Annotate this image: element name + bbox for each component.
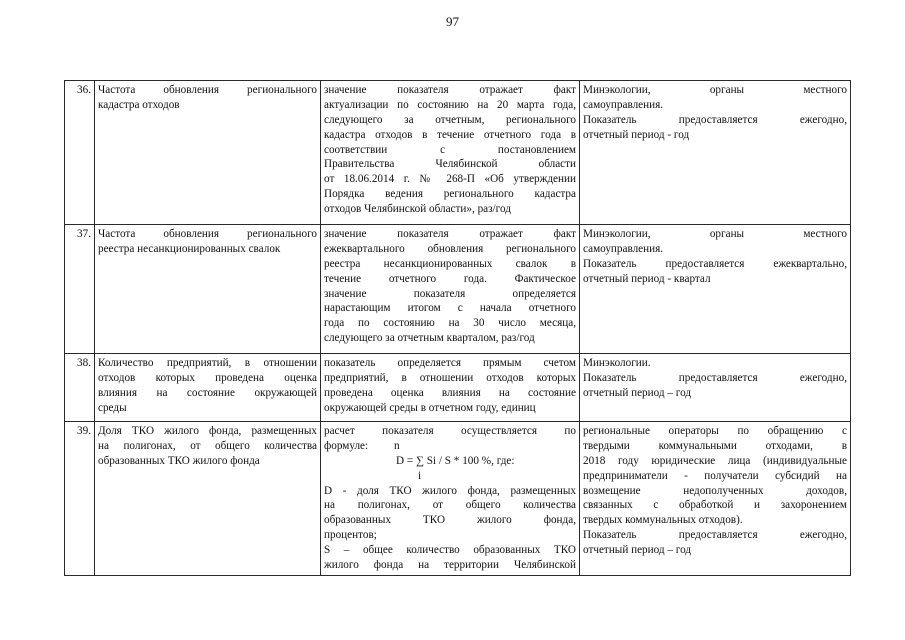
text-line: образованных ТКО жилого фонда <box>98 454 260 467</box>
text-line: ежеквартального обновления регионального <box>324 242 576 255</box>
text-line: региональные операторы по обращению с <box>583 425 847 437</box>
row-number: 36. <box>65 81 95 225</box>
text-line: Показатель предоставляется ежегодно, <box>583 529 847 542</box>
text-line: актуализации по состоянию на 20 марта года, <box>324 98 576 111</box>
text-line: самоуправления. <box>583 98 664 111</box>
text-line: возмещение недополученных доходов, <box>583 484 847 497</box>
formula: D = ∑ Si / S * 100 %, где: <box>396 454 515 467</box>
text-line: твердыми коммунальными отходами, в <box>583 439 847 452</box>
text-line: соответствии с постановлением <box>324 143 576 156</box>
text-line: следующего за отчетным кварталом, раз/год <box>324 332 535 345</box>
text-line: отчетный период – год <box>583 544 692 557</box>
indicator-name-cell <box>95 225 321 354</box>
text-line: на полигонах, от общего количества <box>98 439 317 452</box>
text-line: связанных с обработкой и захоронением <box>583 499 847 512</box>
text-line: года по состоянию на 30 число месяца, <box>324 317 576 330</box>
text-line: D - доля ТКО жилого фонда, размещенных <box>324 484 576 497</box>
text-line: 2018 году юридические лица (индивидуальные <box>583 454 847 467</box>
indicator-name-cell <box>95 422 321 576</box>
formula-label-line <box>324 439 576 454</box>
responsible-cell <box>580 354 851 422</box>
text-line: Показатель предоставляется ежегодно, <box>583 371 847 384</box>
text-line: самоуправления. <box>583 242 664 255</box>
calculation-method-cell <box>321 81 580 225</box>
text-line: образованных ТКО жилого фонда, <box>324 514 576 527</box>
text-line: твердых коммунальных отходов). <box>583 514 743 527</box>
text-line: жилого фонда на территории Челябинской <box>324 559 576 572</box>
text-line: значение показателя определяется <box>324 287 576 300</box>
text-line: Количество предприятий, в отношении <box>98 357 317 369</box>
indicator-name-cell <box>95 354 321 422</box>
text-line: отходов Челябинской области», раз/год <box>324 203 511 216</box>
calculation-method-cell <box>321 225 580 354</box>
text-line: Правительства Челябинской области <box>324 158 576 171</box>
formula-superscript: n <box>394 439 400 452</box>
text-line: течение отчетного года. Фактическое <box>324 272 576 285</box>
text-line: Минэкологии. <box>583 357 651 369</box>
text-line: отчетный период - год <box>583 128 690 141</box>
responsible-cell <box>580 81 851 225</box>
text-line: показатель определяется прямым счетом <box>324 357 576 369</box>
formula-label: формуле: <box>324 439 369 452</box>
text-line: отчетный период - квартал <box>583 272 711 285</box>
text-line: влияния на состояние окружающей <box>98 386 317 399</box>
text-line: кадастра отходов в течение отчетного года в <box>324 128 576 141</box>
text-line: отчетный период – год <box>583 386 692 399</box>
row-number: 39. <box>65 422 95 576</box>
text-line: расчет показателя осуществляется по <box>324 425 576 437</box>
calculation-method-cell <box>321 354 580 422</box>
text-line: предприятий, в отношении отходов которых <box>324 371 576 384</box>
text-line: Частота обновления регионального <box>98 228 317 240</box>
text-line: Доля ТКО жилого фонда, размещенных <box>98 425 317 437</box>
table-row <box>65 81 851 225</box>
text-line: Минэкологии, органы местного <box>583 84 847 96</box>
text-line: Частота обновления регионального <box>98 84 317 96</box>
indicator-name-cell <box>95 81 321 225</box>
text-line: реестра несанкционированных свалок в <box>324 257 576 270</box>
text-line: Показатель предоставляется ежегодно, <box>583 113 847 126</box>
text-line: предприниматели - получатели субсидий на <box>583 469 847 482</box>
formula-subscript: i <box>418 469 422 482</box>
row-number: 37. <box>65 225 95 354</box>
table-row <box>65 225 851 354</box>
text-line: реестра несанкционированных свалок <box>98 242 281 255</box>
indicators-table <box>64 80 851 576</box>
text-line: нарастающим итогом с начала отчетного <box>324 302 576 315</box>
row-number: 38. <box>65 354 95 422</box>
text-line: значение показателя отражает факт <box>324 84 576 96</box>
responsible-cell <box>580 422 851 576</box>
text-line: проведена оценка влияния на состояние <box>324 386 576 399</box>
table-row <box>65 422 851 576</box>
text-line: S – общее количество образованных ТКО <box>324 544 576 557</box>
text-line: отходов которых проведена оценка <box>98 371 317 384</box>
text-line: процентов; <box>324 529 377 542</box>
responsible-cell <box>580 225 851 354</box>
text-line: Минэкологии, органы местного <box>583 228 847 240</box>
text-line: на полигонах, от общего количества <box>324 499 576 512</box>
calculation-method-cell <box>321 422 580 576</box>
text-line: значение показателя отражает факт <box>324 228 576 240</box>
text-line: среды <box>98 401 127 414</box>
text-line: Порядка ведения регионального кадастра <box>324 188 576 201</box>
table-row <box>65 354 851 422</box>
text-line: следующего за отчетным, регионального <box>324 113 576 126</box>
text-line: окружающей среды в отчетном году, единиц <box>324 401 536 414</box>
text-line: от 18.06.2014 г. № 268-П «Об утверждении <box>324 173 576 186</box>
text-line: кадастра отходов <box>98 98 180 111</box>
text-line: Показатель предоставляется ежеквартально, <box>583 257 847 270</box>
page-number: 97 <box>446 14 459 29</box>
